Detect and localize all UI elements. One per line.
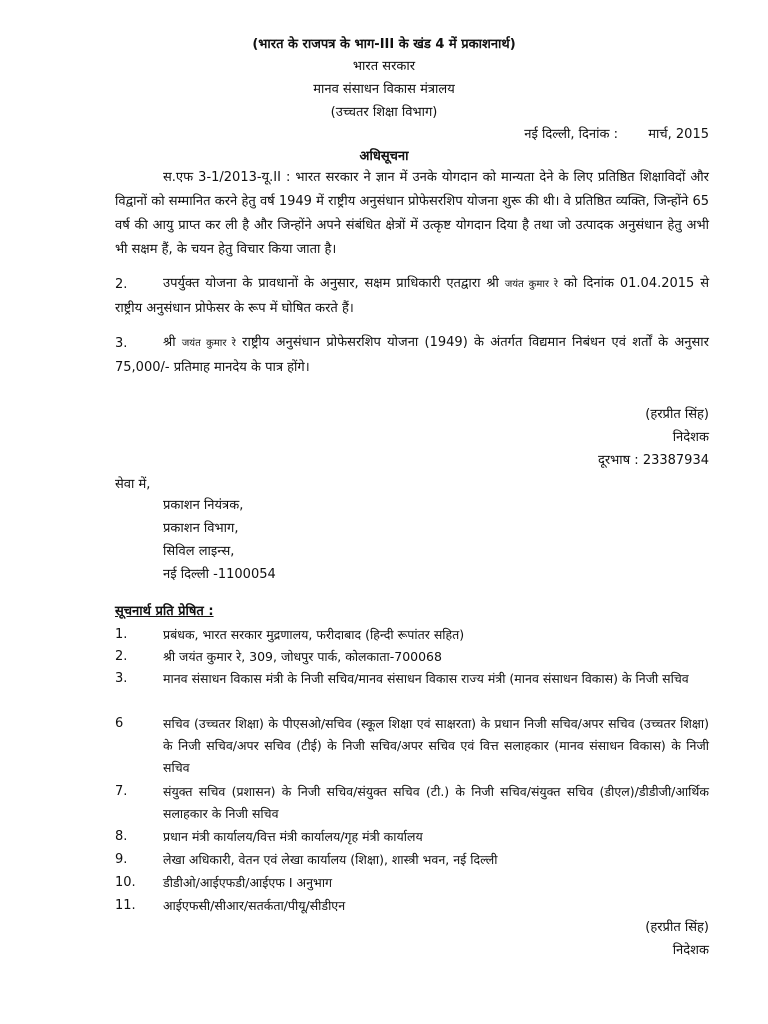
copy-item-text: प्रबंधक, भारत सरकार मुद्रणालय, फरीदाबाद (हिन्दी रूपांतर सहित)	[163, 627, 465, 642]
paragraph-3-name: जयंत कुमार रे	[181, 338, 236, 349]
copy-item-text: सचिव (उच्चतर शिक्षा) के पीएसओ/सचिव (स्कूल शिक्षा एवं साक्षरता) के प्रधान निजी सचिव/अपर सचिव (उच्चतर शिक्षा) के निजी सचिव/अपर सचिव (टीई) के निजी सचिव/अपर सचिव एवं वित्त सलाहकार (मानव संसाधन विकास) के निजी सचिव	[163, 716, 709, 775]
address-line: प्रकाशन नियंत्रक,	[163, 498, 244, 513]
paragraph-2-number: 2.	[115, 277, 128, 292]
copy-item-text: डीडीओ/आईएफडी/आईएफ I अनुभाग	[163, 875, 333, 890]
copy-item-text: प्रधान मंत्री कार्यालय/वित्त मंत्री कार्यालय/गृह मंत्री कार्यालय	[163, 829, 423, 844]
ministry-name: मानव संसाधन विकास मंत्रालय	[313, 82, 455, 97]
paragraph-2-text-b: को दिनांक 01.04.2015 से राष्ट्रीय अनुसंधान प्रोफेसर के रूप में घोषित करते हैं।	[115, 276, 709, 316]
department-name: (उच्चतर शिक्षा विभाग)	[330, 105, 438, 120]
copy-item-number: 10.	[115, 875, 136, 890]
copy-item-text: आईएफसी/सीआर/सतर्कता/पीयू/सीडीएन	[163, 898, 346, 913]
address-line: सिविल लाइन्स,	[163, 544, 235, 559]
address-salutation: सेवा में,	[115, 477, 151, 492]
address-line: प्रकाशन विभाग,	[163, 521, 239, 536]
signature-designation-2: निदेशक	[672, 943, 709, 958]
signature-designation-1: निदेशक	[672, 430, 709, 445]
address-line: नई दिल्ली -1100054	[163, 567, 276, 582]
paragraph-3	[115, 331, 709, 380]
copy-item-text: संयुक्त सचिव (प्रशासन) के निजी सचिव/संयुक्त सचिव (टी.) के निजी सचिव/संयुक्त सचिव (डीएल)/डीडीजी/आर्थिक सलाहकार के निजी सचिव	[163, 784, 709, 821]
copy-item-number: 2.	[115, 649, 128, 664]
copy-item-number: 11.	[115, 898, 136, 913]
paragraph-1-text: स.एफ 3-1/2013-यू.II : भारत सरकार ने ज्ञान में उनके योगदान को मान्यता देने के लिए प्रतिष्ठित शिक्षाविदों और विद्वानों को सम्मानित करने हेतु वर्ष 1949 में राष्ट्रीय अनुसंधान प्रोफेसरशिप योजना शुरू की थी। वे प्रतिष्ठित व्यक्ति, जिन्होंने 65 वर्ष की आयु प्राप्त कर ली है और जिन्होंने अपने संबंधित क्षेत्रों में उत्कृष्ट योगदान दिया है तथा जो उत्पादक अनुसंधान हेतु अभी भी सक्षम हैं, के चयन हेतु विचार किया जाता है।	[115, 170, 709, 257]
paragraph-3-text-b: राष्ट्रीय अनुसंधान प्रोफेसरशिप योजना (1949) के अंतर्गत विद्यमान निबंधन एवं शर्तों के अनुसार 75,000/- प्रतिमाह मानदेय के पात्र होंगे।	[115, 335, 709, 375]
copy-item-number: 3.	[115, 671, 128, 686]
copy-item-number: 8.	[115, 829, 128, 844]
copy-item-text: मानव संसाधन विकास मंत्री के निजी सचिव/मानव संसाधन विकास राज्य मंत्री (मानव संसाधन विकास) के निजी सचिव	[163, 671, 689, 686]
signature-name-1: (हरप्रीत सिंह)	[645, 407, 709, 422]
copy-item-number: 7.	[115, 784, 128, 799]
signature-phone: दूरभाष : 23387934	[597, 453, 709, 468]
paragraph-2-name: जयंत कुमार रे	[504, 279, 559, 290]
signature-name-2: (हरप्रीत सिंह)	[645, 920, 709, 935]
notification-title: अधिसूचना	[359, 149, 409, 164]
date-value: मार्च, 2015	[648, 127, 709, 142]
place-date	[524, 124, 709, 146]
copy-item-number: 6	[115, 716, 124, 731]
paragraph-3-text-a: श्री	[163, 335, 176, 350]
copy-item-number: 1.	[115, 627, 128, 642]
copy-item-number: 9.	[115, 852, 128, 867]
copy-item-text: श्री जयंत कुमार रे, 309, जोधपुर पार्क, कोलकाता-700068	[163, 649, 442, 664]
copy-item-text: लेखा अधिकारी, वेतन एवं लेखा कार्यालय (शिक्षा), शास्त्री भवन, नई दिल्ली	[163, 852, 498, 867]
paragraph-3-number: 3.	[115, 336, 128, 351]
paragraph-1	[115, 166, 709, 262]
copy-to-heading: सूचनार्थ प्रति प्रेषित :	[115, 604, 214, 619]
government-name: भारत सरकार	[352, 59, 416, 74]
place-date-label: नई दिल्ली, दिनांक :	[524, 127, 618, 142]
paragraph-2-text-a: उपर्युक्त योजना के प्रावधानों के अनुसार, सक्षम प्राधिकारी एतद्वारा श्री	[163, 276, 499, 291]
paragraph-2	[115, 272, 709, 321]
gazette-line: (भारत के राजपत्र के भाग-III के खंड 4 में प्रकाशनार्थ)	[252, 37, 516, 52]
